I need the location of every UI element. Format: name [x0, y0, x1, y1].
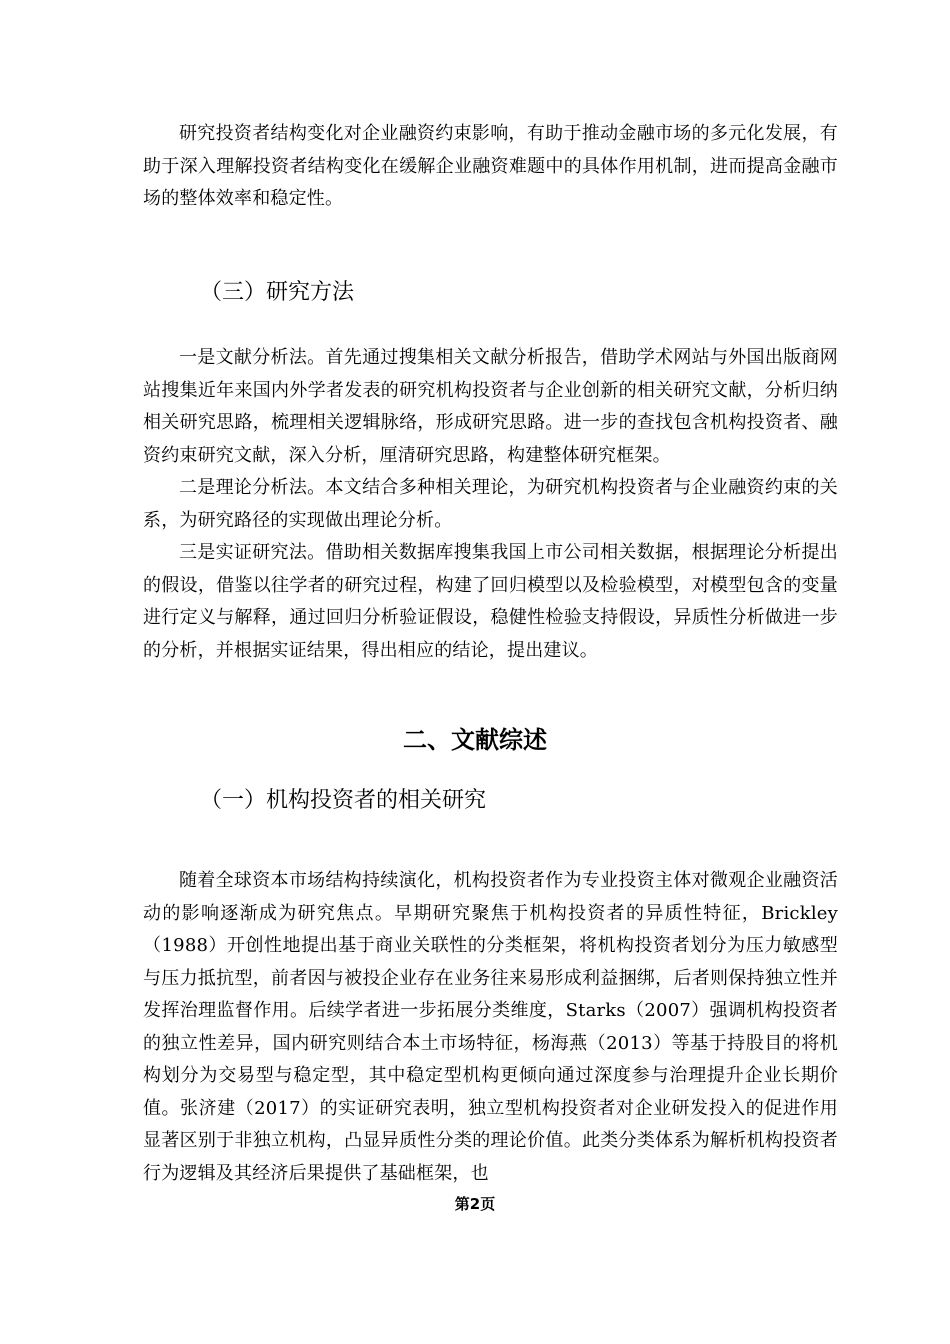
chapter-heading-literature-review: 二、文献综述 [403, 726, 547, 754]
method-paragraph-theoretical-analysis: 二是理论分析法。本文结合多种相关理论，为研究机构投资者与企业融资约束的关系，为研究路径的实现做出理论分析。 [143, 477, 838, 531]
literature-review-paragraph: 随着全球资本市场结构持续演化，机构投资者作为专业投资主体对微观企业融资活动的影响逐渐成为研究焦点。早期研究聚焦于机构投资者的异质性特征，Brickley（1988）开创性地提出基于商业关联性的分类框架，将机构投资者划分为压力敏感型与压力抵抗型，前者因与被投企业存在业务往来易形成利益捆绑，后者则保持独立性并发挥治理监督作用。后续学者进一步拓展分类维度，Starks（2007）强调机构投资者的独立性差异，国内研究则结合本土市场特征，杨海燕（2013）等基于持股目的将机构划分为交易型与稳定型，其中稳定型机构更倾向通过深度参与治理提升企业长期价值。张济建（2017）的实证研究表明，独立型机构投资者对企业研发投入的促进作用显著区别于非独立机构，凸显异质性分类的理论价值。此类分类体系为解析机构投资者行为逻辑及其经济后果提供了基础框架，也 [143, 870, 838, 1184]
method-paragraph-empirical-research: 三是实证研究法。借助相关数据库搜集我国上市公司相关数据，根据理论分析提出的假设，借鉴以往学者的研究过程，构建了回归模型以及检验模型，对模型包含的变量进行定义与解释，通过回归分析验证假设，稳健性检验支持假设，异质性分析做进一步的分析，并根据实证结果，得出相应的结论，提出建议。 [143, 542, 838, 661]
intro-paragraph: 研究投资者结构变化对企业融资约束影响，有助于推动金融市场的多元化发展，有助于深入理解投资者结构变化在缓解企业融资难题中的具体作用机制，进而提高金融市场的整体效率和稳定性。 [143, 123, 838, 209]
page-number: 第2页 [454, 1195, 496, 1213]
section-heading-institutional-investors: （一）机构投资者的相关研究 [200, 788, 487, 813]
section-heading-research-method: （三）研究方法 [200, 280, 355, 305]
method-paragraph-literature-analysis: 一是文献分析法。首先通过搜集相关文献分析报告，借助学术网站与外国出版商网站搜集近年来国内外学者发表的研究机构投资者与企业创新的相关研究文献，分析归纳相关研究思路，梳理相关逻辑脉络，形成研究思路。进一步的查找包含机构投资者、融资约束研究文献，深入分析，厘清研究思路，构建整体研究框架。 [143, 347, 838, 466]
